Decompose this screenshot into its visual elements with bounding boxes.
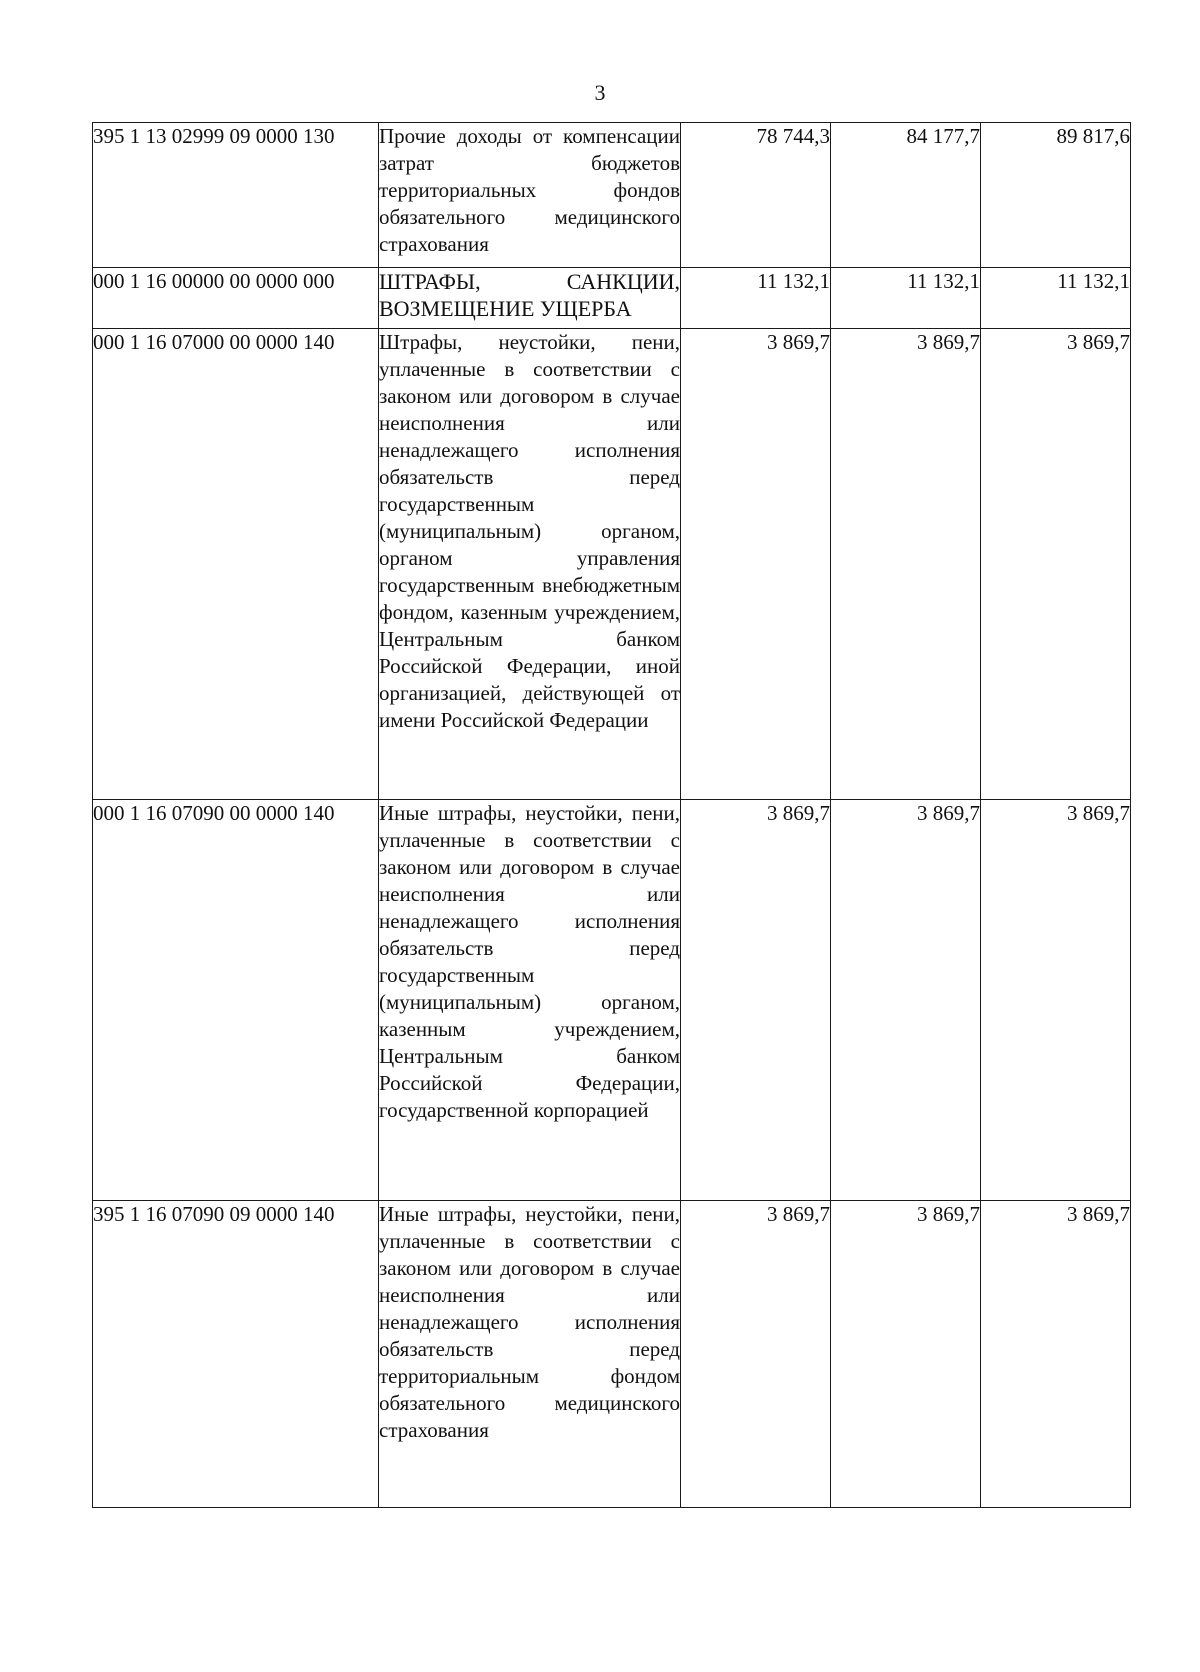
value-cell-year-1: 78 744,3 [681,123,831,268]
value-cell-year-3: 3 869,7 [981,800,1131,1201]
revenue-name-cell: Иные штрафы, неустойки, пени, уплаченные в соответствии с законом или договором в случае неисполнения или ненадлежащего исполнения обязательств перед территориальным фондом обязательного медицинского страхования [379,1201,681,1508]
value-cell-year-2: 3 869,7 [831,800,981,1201]
value-cell-year-3: 89 817,6 [981,123,1131,268]
budget-code-cell: 000 1 16 00000 00 0000 000 [93,268,379,329]
budget-code-cell: 395 1 16 07090 09 0000 140 [93,1201,379,1508]
table-row [93,329,1131,800]
page-number: 3 [594,80,606,105]
revenue-table [92,122,1131,1508]
value-cell-year-3: 3 869,7 [981,1201,1131,1508]
revenue-name-cell: ШТРАФЫ, САНКЦИИ, ВОЗМЕЩЕНИЕ УЩЕРБА [379,268,681,329]
table-row [93,800,1131,1201]
revenue-name-cell: Штрафы, неустойки, пени, уплаченные в соответствии с законом или договором в случае неисполнения или ненадлежащего исполнения обязательств перед государственным (муниципальным) органом, органом управления государственным внебюджетным фондом, казенным учреждением, Центральным банком Российской Федерации, иной организацией, действующей от имени Российской Федерации [379,329,681,800]
table-row [93,123,1131,268]
value-cell-year-1: 3 869,7 [681,329,831,800]
table-row [93,1201,1131,1508]
revenue-name-cell: Прочие доходы от компенсации затрат бюджетов территориальных фондов обязательного медицинского страхования [379,123,681,268]
value-cell-year-2: 11 132,1 [831,268,981,329]
budget-code-cell: 000 1 16 07090 00 0000 140 [93,800,379,1201]
value-cell-year-2: 3 869,7 [831,1201,981,1508]
revenue-name-cell: Иные штрафы, неустойки, пени, уплаченные в соответствии с законом или договором в случае неисполнения или ненадлежащего исполнения обязательств перед государственным (муниципальным) органом, казенным учреждением, Центральным банком Российской Федерации, государственной корпорацией [379,800,681,1201]
value-cell-year-3: 11 132,1 [981,268,1131,329]
value-cell-year-1: 3 869,7 [681,1201,831,1508]
value-cell-year-1: 11 132,1 [681,268,831,329]
value-cell-year-3: 3 869,7 [981,329,1131,800]
budget-code-cell: 395 1 13 02999 09 0000 130 [93,123,379,268]
value-cell-year-1: 3 869,7 [681,800,831,1201]
value-cell-year-2: 84 177,7 [831,123,981,268]
table-row [93,268,1131,329]
budget-code-cell: 000 1 16 07000 00 0000 140 [93,329,379,800]
value-cell-year-2: 3 869,7 [831,329,981,800]
